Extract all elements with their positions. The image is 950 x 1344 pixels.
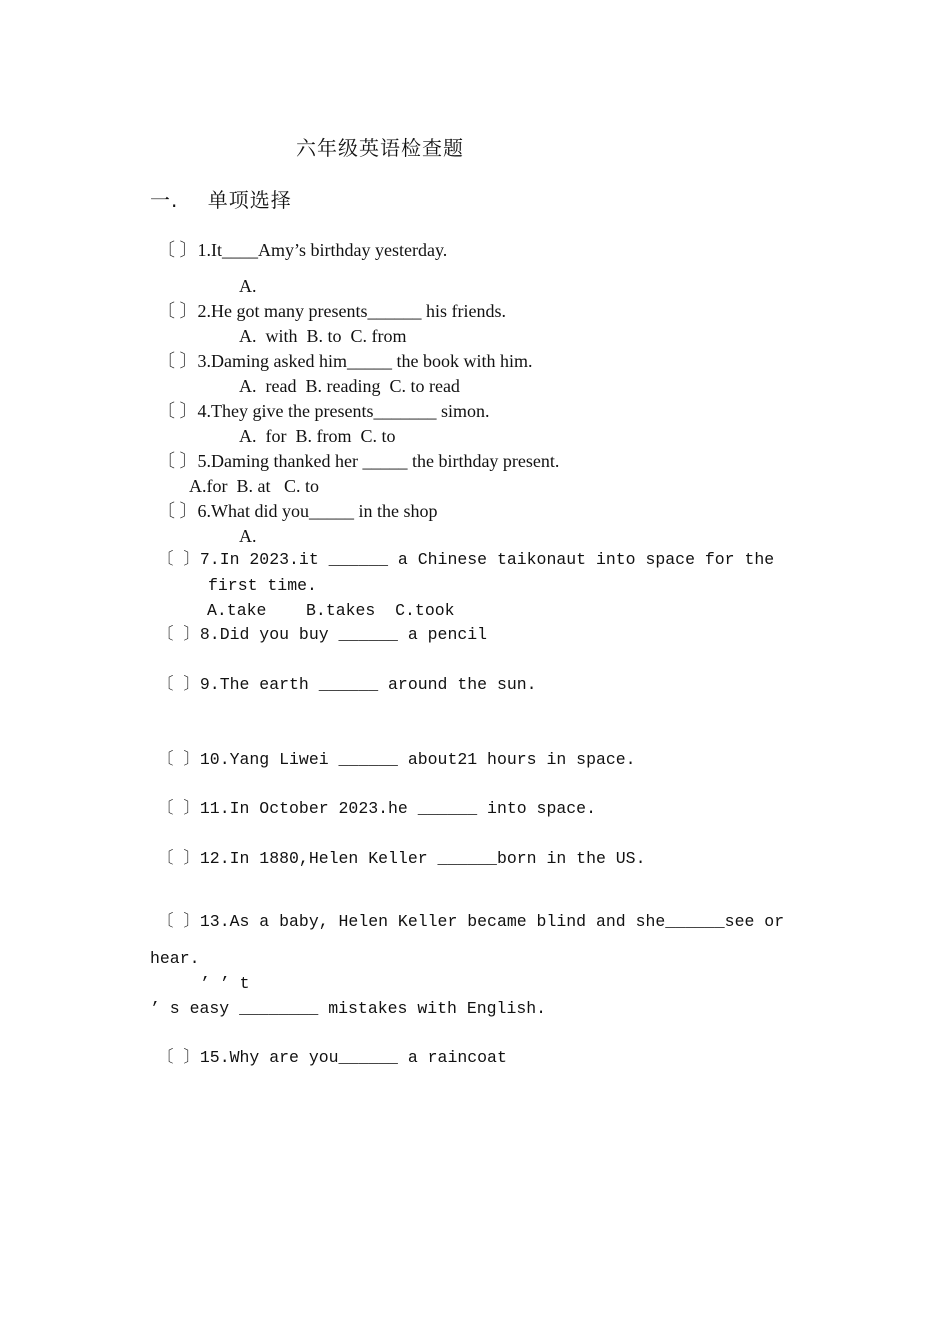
question-7-continuation: first time. [208,576,317,595]
question-13-continuation: hear. [150,949,200,968]
question-4-options: A. for B. from C. to [239,426,396,446]
question-14: ’ s easy ________ mistakes with English. [150,999,547,1018]
question-6-options: A. [239,526,257,546]
question-5-options: A.for B. at C. to [189,476,319,496]
question-5: 〔 〕5.Daming thanked her _____ the birthday present. [157,451,560,471]
question-10: 〔 〕10.Yang Liwei ______ about21 hours in space. [157,750,636,769]
question-14-fragment: ’ ’ t [200,974,250,993]
section-heading: 一. 单项选择 [150,188,292,212]
question-11: 〔 〕11.In October 2023.he ______ into space. [157,799,596,818]
question-2-options: A. with B. to C. from [239,326,407,346]
question-6: 〔 〕6.What did you_____ in the shop [157,501,438,521]
question-7: 〔 〕7.In 2023.it ______ a Chinese taikonaut into space for the [157,550,775,569]
question-8: 〔 〕8.Did you buy ______ a pencil [157,625,488,644]
question-13: 〔 〕13.As a baby, Helen Keller became blind and she______see or [157,912,785,931]
question-4: 〔 〕4.They give the presents_______ simon. [157,401,490,421]
question-2: 〔 〕2.He got many presents______ his friends. [157,301,506,321]
question-1-options: A. [239,276,257,296]
question-7-options: A.take B.takes C.took [207,601,455,620]
question-1: 〔 〕1.It____Amy’s birthday yesterday. [157,240,448,260]
question-12: 〔 〕12.In 1880,Helen Keller ______born in the US. [157,849,646,868]
question-15: 〔 〕15.Why are you______ a raincoat [157,1048,507,1067]
question-3-options: A. read B. reading C. to read [239,376,460,396]
question-9: 〔 〕9.The earth ______ around the sun. [157,675,537,694]
page-title: 六年级英语检查题 [296,136,464,160]
question-3: 〔 〕3.Daming asked him_____ the book with him. [157,351,533,371]
